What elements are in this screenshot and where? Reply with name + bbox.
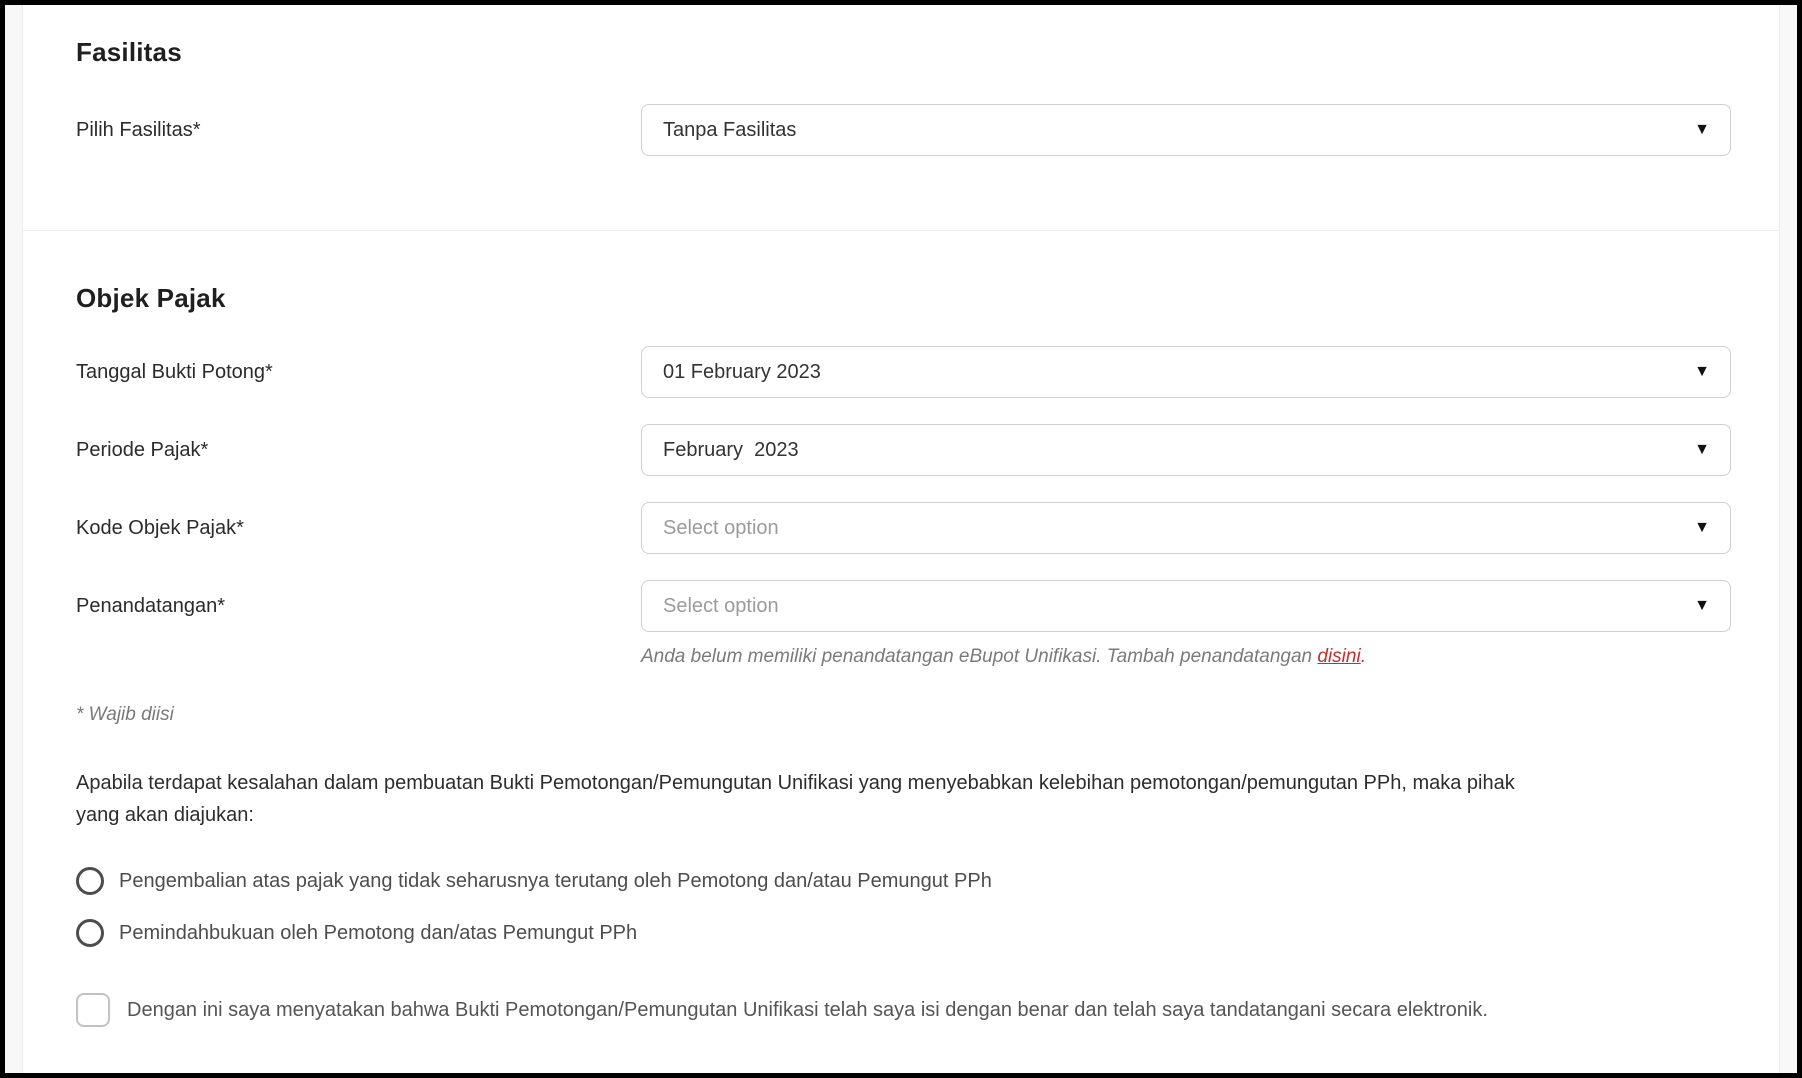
tanggal-bukti-potong-label: Tanggal Bukti Potong* (76, 361, 273, 383)
radio-row-pemindahbukuan[interactable] (76, 919, 1731, 947)
pilih-fasilitas-select[interactable] (641, 104, 1731, 156)
pilih-fasilitas-label: Pilih Fasilitas* (76, 119, 201, 141)
form-row-kode-objek-pajak (76, 502, 1731, 554)
pilih-fasilitas-value: Tanpa Fasilitas (663, 118, 797, 141)
required-fields-note: * Wajib diisi (76, 704, 174, 725)
form-card (22, 5, 1780, 1073)
section-fasilitas (23, 5, 1779, 230)
kode-objek-pajak-select[interactable] (641, 502, 1731, 554)
periode-pajak-value: February 2023 (663, 438, 799, 461)
radio-row-pengembalian[interactable] (76, 867, 1731, 895)
declaration-checkbox-label: Dengan ini saya menyatakan bahwa Bukti Pemotongan/Pemungutan Unifikasi telah saya isi dengan benar dan telah saya tandatangani secara elektronik. (127, 998, 1488, 1021)
pemindahbukuan-radio-label: Pemindahbukuan oleh Pemotong dan/atas Pemungut PPh (119, 921, 638, 944)
penandatangan-placeholder: Select option (663, 594, 779, 617)
pemindahbukuan-radio[interactable] (76, 919, 104, 947)
penandatangan-label: Penandatangan* (76, 595, 226, 617)
periode-pajak-label: Periode Pajak* (76, 439, 209, 461)
penandatangan-note-text: Anda belum memiliki penandatangan eBupot Unifikasi. Tambah penandatangan (641, 646, 1318, 667)
tanggal-bukti-potong-select[interactable] (641, 346, 1731, 398)
kode-objek-pajak-placeholder: Select option (663, 516, 779, 539)
periode-pajak-select[interactable] (641, 424, 1731, 476)
objek-pajak-section-title: Objek Pajak (76, 283, 226, 313)
section-objek-pajak (23, 231, 1779, 1073)
tambah-penandatangan-link[interactable]: disini (1317, 646, 1361, 667)
pengembalian-radio[interactable] (76, 867, 104, 895)
form-row-penandatangan (76, 580, 1731, 668)
correction-intro-text: Apabila terdapat kesalahan dalam pembuatan Bukti Pemotongan/Pemungutan Unifikasi yang menyebabkan kelebihan pemotongan/pemungutan PPh, maka pihak yang akan diajukan: (76, 772, 1515, 826)
kode-objek-pajak-label: Kode Objek Pajak* (76, 517, 244, 539)
penandatangan-select[interactable] (641, 580, 1731, 632)
pengembalian-radio-label: Pengembalian atas pajak yang tidak seharusnya terutang oleh Pemotong dan/atau Pemungut PPh (119, 869, 992, 892)
caret-down-icon: ▼ (1694, 597, 1710, 614)
penandatangan-note (641, 646, 1731, 668)
tanggal-bukti-potong-value: 01 February 2023 (663, 360, 821, 383)
declaration-checkbox[interactable] (76, 993, 110, 1027)
caret-down-icon: ▼ (1694, 441, 1710, 458)
form-row-periode-pajak (76, 424, 1731, 476)
declaration-row[interactable] (76, 993, 1731, 1027)
caret-down-icon: ▼ (1694, 519, 1710, 536)
form-row-pilih-fasilitas (76, 104, 1731, 156)
fasilitas-section-title: Fasilitas (76, 37, 182, 67)
form-row-tanggal-bukti-potong (76, 346, 1731, 398)
penandatangan-note-period: . (1360, 646, 1366, 667)
caret-down-icon: ▼ (1694, 363, 1710, 380)
caret-down-icon: ▼ (1694, 121, 1710, 138)
